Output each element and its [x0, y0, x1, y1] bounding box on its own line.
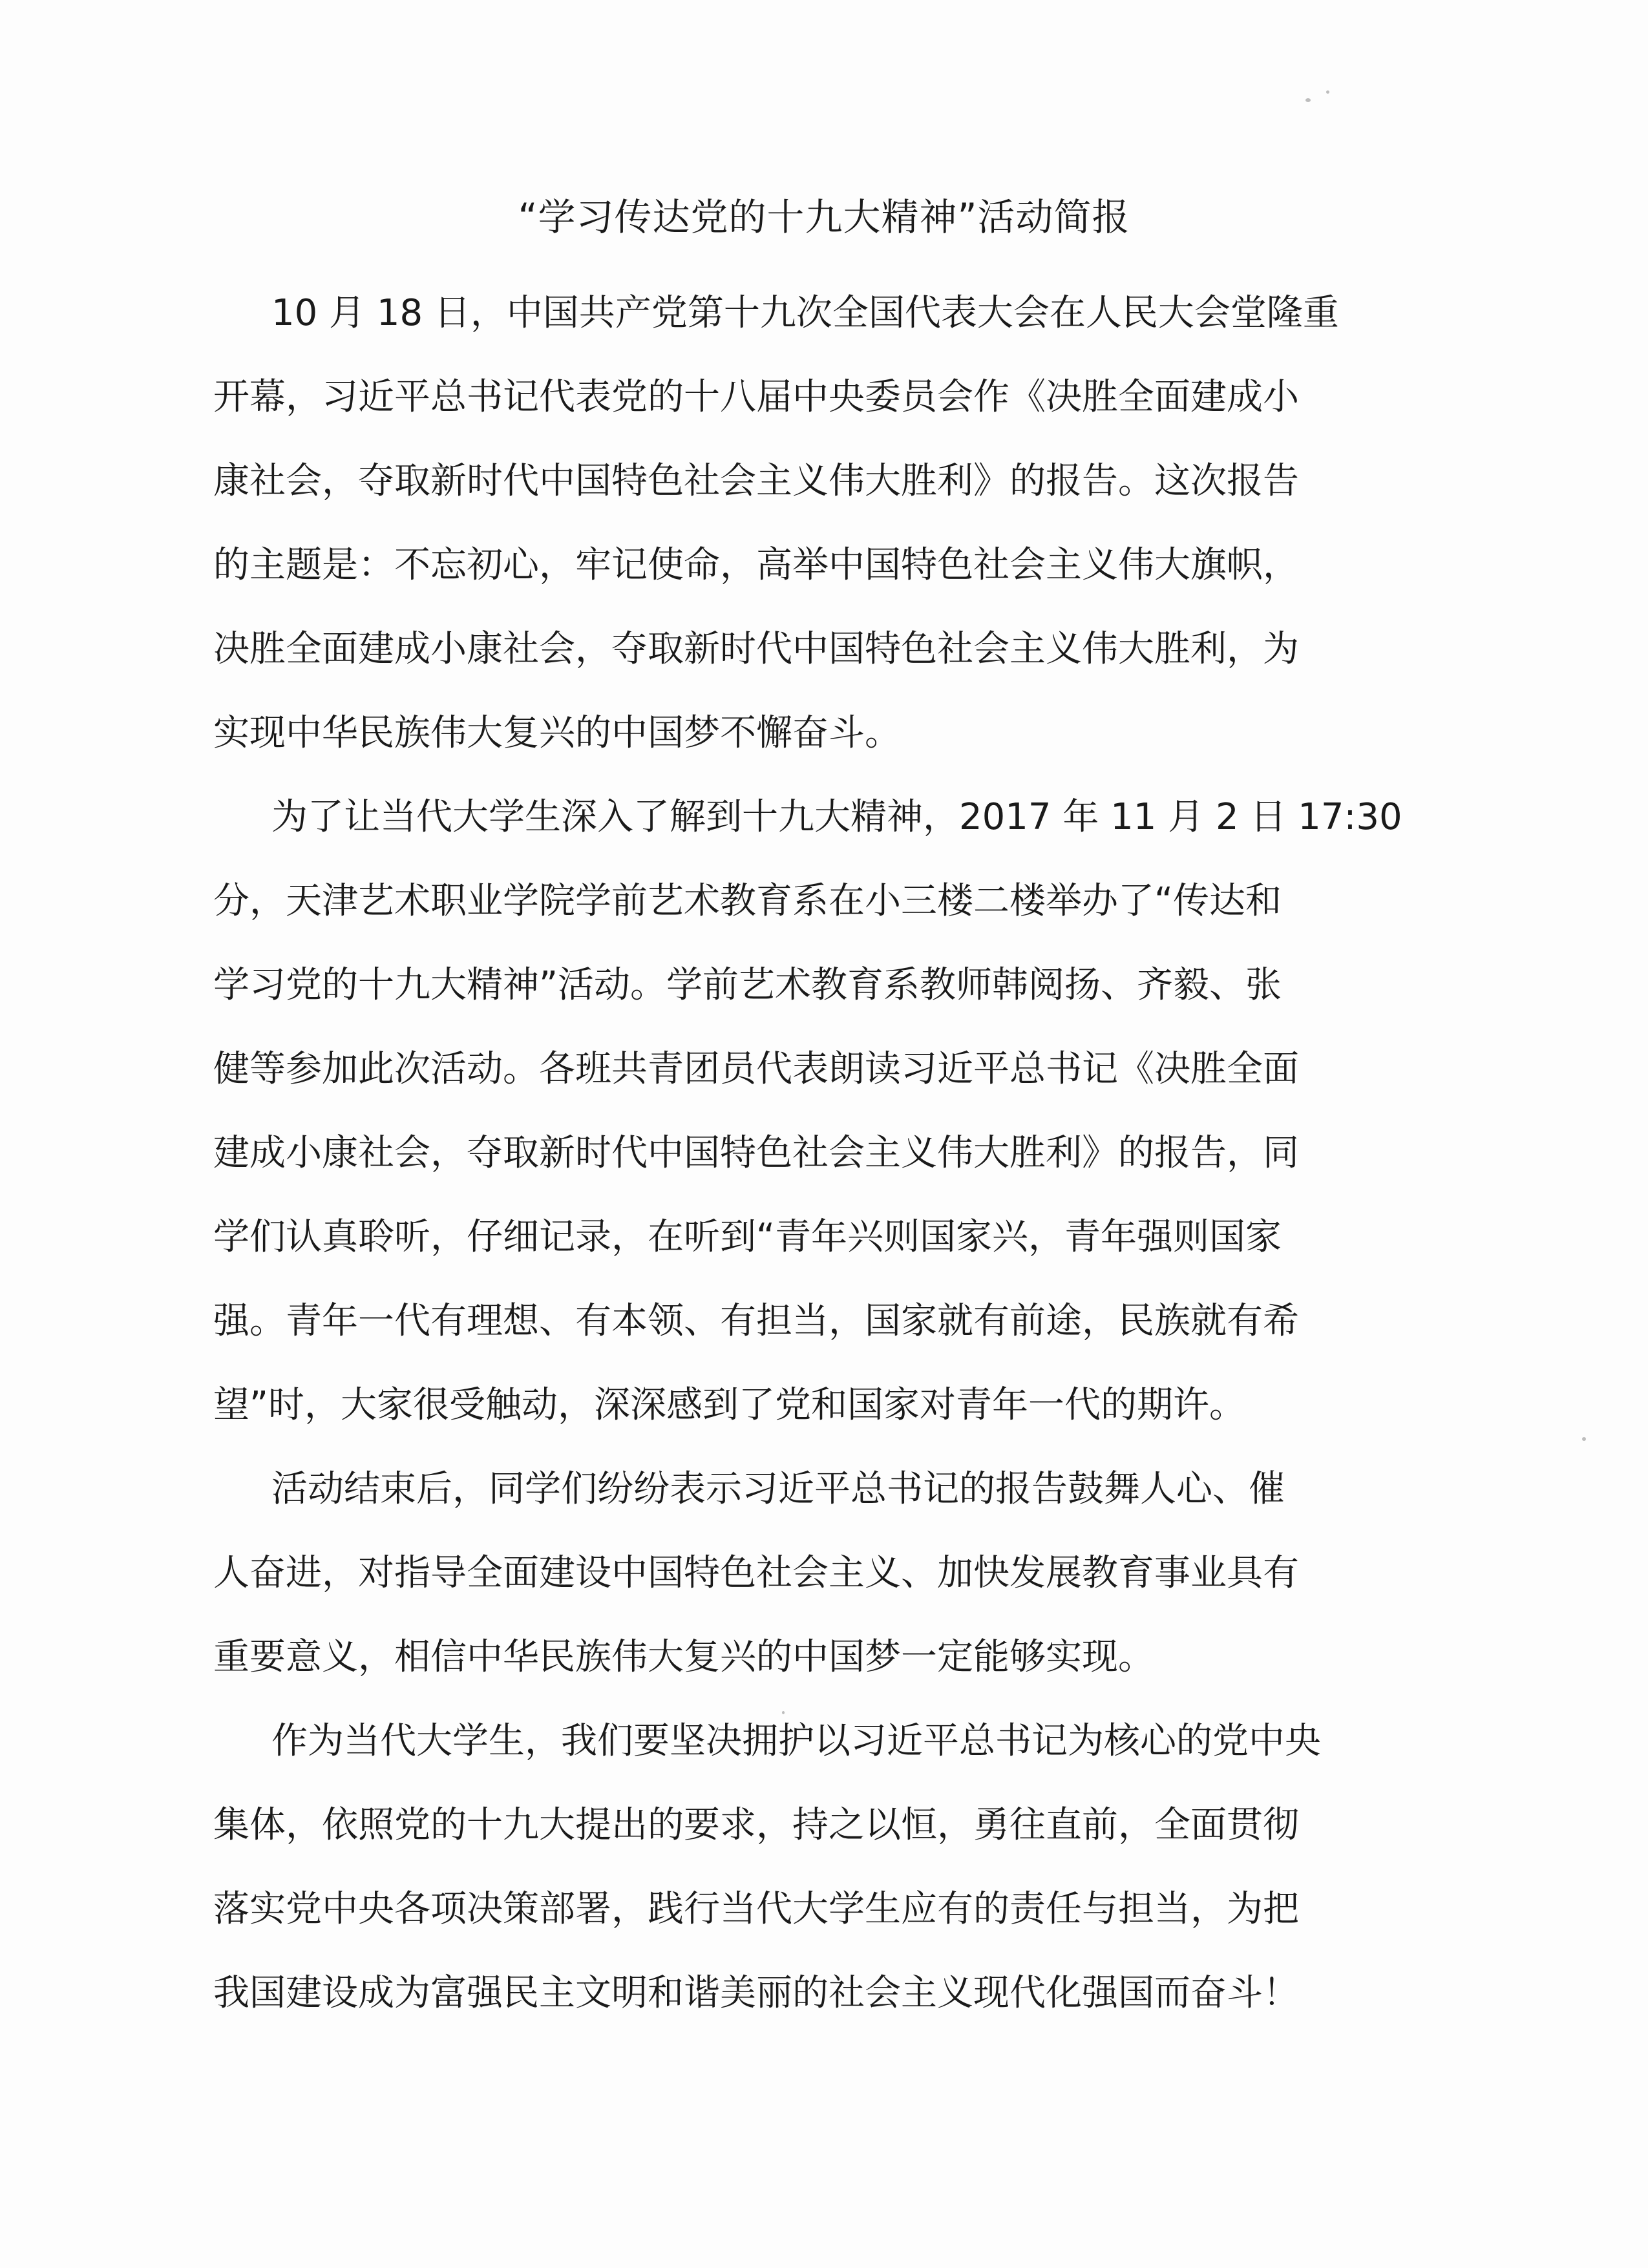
document-title: “学习传达党的十九大精神”活动简报 [518, 195, 1130, 239]
paragraph-line: 人奋进，对指导全面建设中国特色社会主义、加快发展教育事业具有 [213, 1552, 1299, 1594]
paragraph-line: 10 月 18 日，中国共产党第十九次全国代表大会在人民大会堂隆重 [271, 292, 1339, 334]
paragraph-line: 我国建设成为富强民主文明和谐美丽的社会主义现代化强国而奋斗！ [213, 1972, 1299, 2014]
scan-speck [1582, 1437, 1586, 1441]
paragraph-line: 作为当代大学生，我们要坚决拥护以习近平总书记为核心的党中央 [271, 1720, 1321, 1762]
paragraph-conclusion [213, 1447, 1370, 1699]
paragraph-line: 健等参加此次活动。各班共青团员代表朗读习近平总书记《决胜全面 [213, 1048, 1299, 1090]
paragraph-line: 落实党中央各项决策部署，践行当代大学生应有的责任与担当，为把 [213, 1888, 1299, 1930]
paragraph-line: 学们认真聆听，仔细记录，在听到“青年兴则国家兴，青年强则国家 [213, 1216, 1282, 1258]
paragraph-opening [213, 271, 1370, 775]
paragraph-line: 为了让当代大学生深入了解到十九大精神，2017 年 11 月 2 日 17:30 [271, 796, 1402, 838]
paragraph-line: 开幕，习近平总书记代表党的十八届中央委员会作《决胜全面建成小 [213, 376, 1299, 418]
paragraph-line: 决胜全面建成小康社会，夺取新时代中国特色社会主义伟大胜利，为 [213, 628, 1299, 670]
scan-speck [1326, 90, 1329, 94]
paragraph-line: 学习党的十九大精神”活动。学前艺术教育系教师韩阅扬、齐毅、张 [213, 964, 1282, 1006]
scan-speck [1305, 98, 1311, 102]
paragraph-line: 实现中华民族伟大复兴的中国梦不懈奋斗。 [213, 712, 901, 754]
paragraph-line: 重要意义，相信中华民族伟大复兴的中国梦一定能够实现。 [213, 1636, 1154, 1678]
paragraph-line: 强。青年一代有理想、有本领、有担当，国家就有前途，民族就有希 [213, 1300, 1299, 1342]
paragraph-line: 集体，依照党的十九大提出的要求，持之以恒，勇往直前，全面贯彻 [213, 1804, 1299, 1846]
paragraph-line: 的主题是：不忘初心，牢记使命，高举中国特色社会主义伟大旗帜， [213, 544, 1299, 586]
paragraph-line: 建成小康社会，夺取新时代中国特色社会主义伟大胜利》的报告，同 [213, 1132, 1299, 1174]
paragraph-line: 望”时，大家很受触动，深深感到了党和国家对青年一代的期许。 [213, 1384, 1246, 1426]
paragraph-line: 活动结束后，同学们纷纷表示习近平总书记的报告鼓舞人心、催 [271, 1468, 1285, 1510]
paragraph-line: 康社会，夺取新时代中国特色社会主义伟大胜利》的报告。这次报告 [213, 460, 1299, 502]
paragraph-line: 分，天津艺术职业学院学前艺术教育系在小三楼二楼举办了“传达和 [213, 880, 1282, 922]
document-body [213, 271, 1402, 2035]
paragraph-event [213, 775, 1402, 1447]
paragraph-pledge [213, 1699, 1370, 2035]
